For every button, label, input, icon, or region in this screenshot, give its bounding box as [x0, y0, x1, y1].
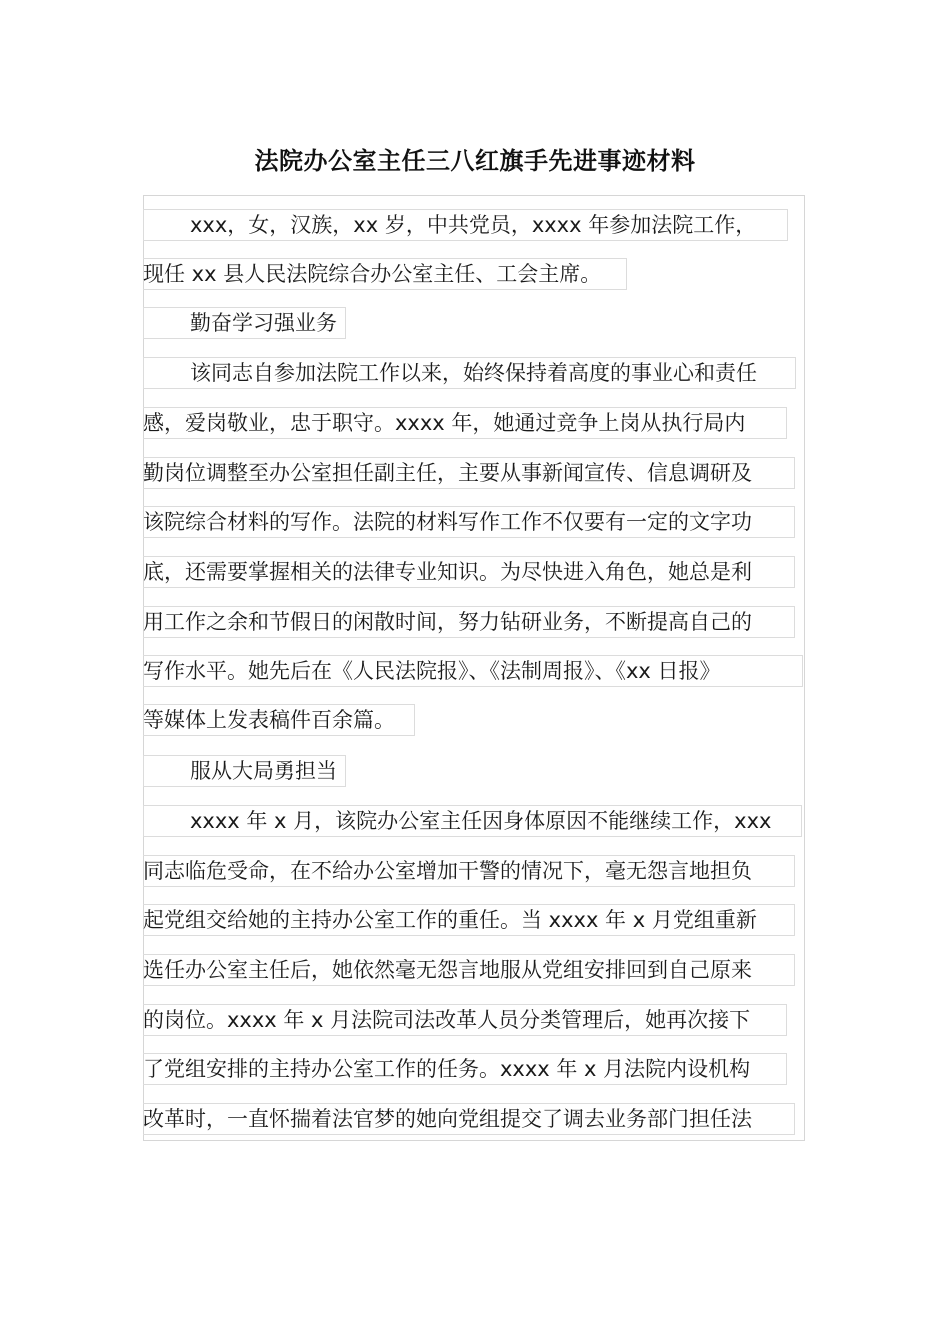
body-line-text: 该院综合材料的写作。法院的材料写作工作不仅要有一定的文字功 [143, 510, 752, 534]
body-line [143, 258, 627, 290]
body-line [143, 506, 795, 538]
section-heading [190, 755, 346, 787]
body-line [143, 556, 795, 588]
body-line [143, 655, 803, 687]
body-line-text: 同志临危受命，在不给办公室增加干警的情况下，毫无怨言地担负 [143, 859, 752, 883]
body-line-text: 写作水平。她先后在《人民法院报》、《法制周报》、《xx 日报》 [143, 659, 721, 683]
section-heading-text: 服从大局勇担当 [190, 759, 337, 783]
body-line-text: xxxx 年 x 月，该院办公室主任因身体原因不能继续工作，xxx [190, 809, 772, 833]
body-line [143, 606, 795, 638]
body-line-text: xxx，女，汉族，xx 岁，中共党员，xxxx 年参加法院工作， [190, 213, 757, 237]
body-line-text: 的岗位。xxxx 年 x 月法院司法改革人员分类管理后，她再次接下 [143, 1008, 751, 1032]
body-line-text: 选任办公室主任后，她依然毫无怨言地服从党组安排回到自己原来 [143, 958, 752, 982]
body-line [143, 1004, 787, 1036]
body-line [190, 805, 802, 837]
body-line [143, 1053, 787, 1085]
body-line [190, 357, 796, 389]
section-heading-text: 勤奋学习强业务 [190, 311, 337, 335]
body-line [143, 1103, 795, 1135]
body-line-text: 了党组安排的主持办公室工作的任务。xxxx 年 x 月法院内设机构 [143, 1057, 751, 1081]
indent-box [143, 357, 190, 389]
indent-box [143, 805, 190, 837]
indent-box [143, 307, 190, 339]
body-line-text: 该同志自参加法院工作以来，始终保持着高度的事业心和责任 [190, 361, 757, 385]
body-line-text: 起党组交给她的主持办公室工作的重任。当 xxxx 年 x 月党组重新 [143, 908, 757, 932]
body-line [190, 209, 788, 241]
body-line-text: 用工作之余和节假日的闲散时间，努力钻研业务，不断提高自己的 [143, 610, 752, 634]
body-line-text: 底，还需要掌握相关的法律专业知识。为尽快进入角色，她总是利 [143, 560, 752, 584]
body-line [143, 457, 795, 489]
indent-box [143, 755, 190, 787]
body-line-text: 等媒体上发表稿件百余篇。 [143, 708, 395, 732]
body-line [143, 954, 795, 986]
section-heading [190, 307, 346, 339]
document-title: 法院办公室主任三八红旗手先进事迹材料 [254, 147, 696, 175]
body-line [143, 904, 795, 936]
body-line [143, 407, 787, 439]
body-line-text: 勤岗位调整至办公室担任副主任，主要从事新闻宣传、信息调研及 [143, 461, 752, 485]
body-line-text: 改革时，一直怀揣着法官梦的她向党组提交了调去业务部门担任法 [143, 1107, 752, 1131]
body-line-text: 现任 xx 县人民法院综合办公室主任、工会主席。 [143, 262, 602, 286]
body-line [143, 855, 795, 887]
body-line [143, 704, 415, 736]
body-line-text: 感，爱岗敬业，忠于职守。xxxx 年，她通过竞争上岗从执行局内 [143, 411, 746, 435]
indent-box [143, 209, 190, 241]
